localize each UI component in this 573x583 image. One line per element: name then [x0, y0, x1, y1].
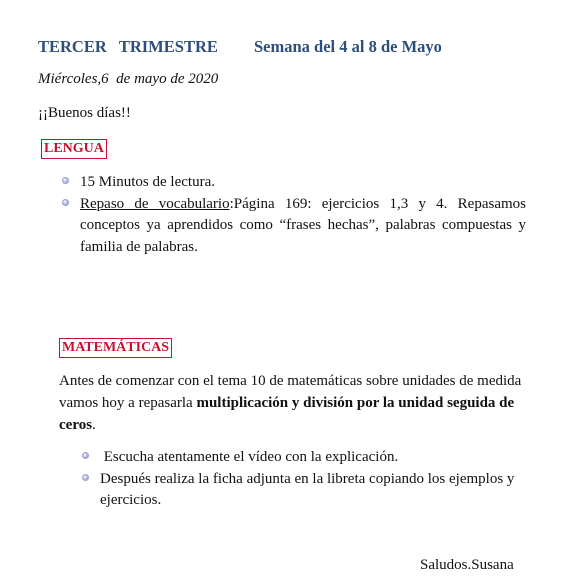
signature: Saludos.Susana: [420, 557, 514, 573]
document-title: [38, 37, 442, 57]
list-item-text: Después realiza la ficha adjunta en la libreta copiando los ejemplos y ejercicios.: [100, 470, 515, 508]
intro-text: Antes de comenzar con el tema 10 de matemáticas sobre unidades de medida vamos hoy a repasarla: [59, 373, 522, 411]
list-item: [80, 172, 526, 194]
list-item-text: 15 Minutos de lectura.: [80, 174, 215, 190]
bullet-icon: [62, 199, 69, 206]
greeting: ¡¡Buenos días!!: [38, 105, 131, 121]
date-line: Miércoles,6 de mayo de 2020: [38, 71, 219, 87]
intro-end: .: [92, 417, 96, 433]
lengua-task-list: [80, 172, 526, 258]
list-item: [80, 194, 526, 259]
bullet-icon: [82, 452, 89, 459]
bullet-icon: [62, 177, 69, 184]
list-item-text: :Página 169: ejercicios 1,3 y 4. Repasamos conceptos ya aprendidos como “frases hechas”, palabras compuestas y familia de palabras.: [80, 195, 526, 255]
list-item: [100, 447, 520, 469]
matematicas-task-list: [100, 447, 520, 512]
trimester-title: TERCER TRIMESTRE: [38, 37, 218, 56]
vocabulary-label: Repaso de vocabulario: [80, 195, 230, 212]
week-title: Semana del 4 al 8 de Mayo: [254, 37, 442, 56]
list-item-text: Escucha atentamente el vídeo con la explicación.: [100, 449, 399, 465]
matematicas-heading: MATEMÁTICAS: [59, 338, 172, 358]
matematicas-intro: [59, 370, 529, 436]
lengua-heading: LENGUA: [41, 139, 107, 159]
intro-bold-text: multiplicación y división por la unidad seguida de ceros: [59, 395, 515, 433]
bullet-icon: [82, 474, 89, 481]
list-item: [100, 469, 520, 512]
